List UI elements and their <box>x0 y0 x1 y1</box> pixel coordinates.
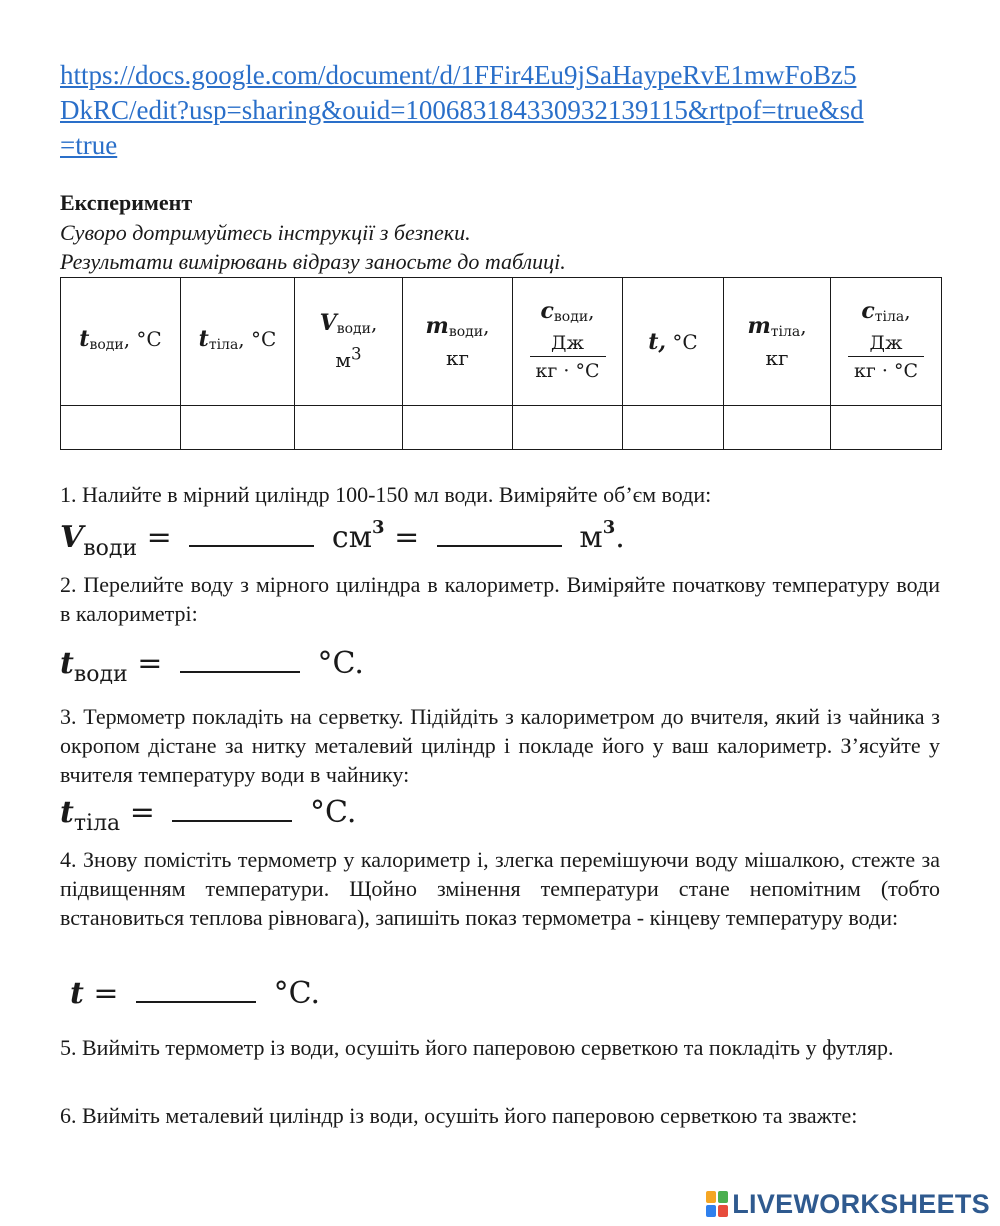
cell-c-water[interactable] <box>513 406 623 450</box>
cell-c-body[interactable] <box>831 406 942 450</box>
t-body-blank[interactable] <box>172 800 292 822</box>
header-m-body: $m_{тіла}$, кг <box>724 278 831 406</box>
link-line-1[interactable]: https://docs.google.com/document/d/1FFir4Eu9jSaHaypeRvE1mwFoBz5 <box>60 60 857 90</box>
link-line-3[interactable]: =true <box>60 130 118 160</box>
cell-v-water[interactable] <box>295 406 403 450</box>
cell-t-water[interactable] <box>61 406 181 450</box>
step-3: 3. Термометр покладіть на серветку. Підійдіть з калориметром до вчителя, який із чайника з окропом дістане за нитку металевий циліндр і покладе його у ваш калориметр. З’ясуйте у вчителя температуру води в чайнику: <box>60 704 940 787</box>
intro-line-2: Результати вимірювань відразу заносьте до таблиці. <box>60 249 566 274</box>
header-c-body: $c_{тіла}$, $\frac{Дж}{кг \cdot ^\circ C}$ <box>831 278 942 406</box>
intro-line-1: Суворо дотримуйтесь інструкції з безпеки. <box>60 220 471 245</box>
formula-volume: $V_{води} = см^3 = м^3$. <box>60 517 625 561</box>
cell-t-body[interactable] <box>181 406 295 450</box>
header-c-water: $c_{води}$, $\frac{Дж}{кг \cdot ^\circ C}$ <box>513 278 623 406</box>
step-2: 2. Перелийте воду з мірного циліндра в калориметр. Виміряйте початкову температуру води в калориметрі: <box>60 572 940 626</box>
cell-t-final[interactable] <box>623 406 724 450</box>
t-water-blank[interactable] <box>180 651 300 673</box>
results-table <box>60 277 942 450</box>
step-5: 5. Вийміть термометр із води, осушіть його паперовою серветкою та покладіть у футляр. <box>60 1035 894 1060</box>
header-m-water: $m_{води}$, кг <box>403 278 513 406</box>
cell-m-body[interactable] <box>724 406 831 450</box>
header-t-final: t, °C <box>623 278 724 406</box>
table-row <box>61 406 942 450</box>
header-t-water: $t_{води}$, °C <box>61 278 181 406</box>
formula-t-body: $t_{тіла} = ^\circ C$. <box>60 795 357 836</box>
header-t-body: $t_{тіла}$, °C <box>181 278 295 406</box>
formula-t-final: t = °C. <box>70 976 321 1011</box>
brand-name: LIVEWORKSHEETS <box>732 1188 990 1219</box>
link-line-2[interactable]: DkRC/edit?usp=sharing&ouid=100683184330932139115&rtpof=true&sd <box>60 95 864 125</box>
liveworksheets-logo-icon <box>705 1190 729 1218</box>
cell-m-water[interactable] <box>403 406 513 450</box>
liveworksheets-brand <box>705 1186 990 1222</box>
table-header-row <box>61 278 942 406</box>
header-v-water: $V_{води}$, $м^3$ <box>295 278 403 406</box>
t-final-blank[interactable] <box>136 981 256 1003</box>
section-heading: Експеримент <box>60 190 193 215</box>
document-link[interactable] <box>60 58 950 163</box>
volume-cm3-blank[interactable] <box>189 525 314 547</box>
step-4: 4. Знову помістіть термометр у калориметр і, злегка перемішуючи воду мішалкою, стежте за підвищенням температури. Щойно змінення температури стане непомітним (тобто встановиться теплова рівновага), запишіть показ термометра - кінцеву температуру води: <box>60 847 940 930</box>
formula-t-water: $t_{води} = ^\circ C$. <box>60 646 364 687</box>
step-1: 1. Налийте в мірний циліндр 100-150 мл води. Виміряйте об’єм води: <box>60 482 712 507</box>
step-6: 6. Вийміть металевий циліндр із води, осушіть його паперовою серветкою та зважте: <box>60 1103 858 1128</box>
volume-m3-blank[interactable] <box>437 525 562 547</box>
